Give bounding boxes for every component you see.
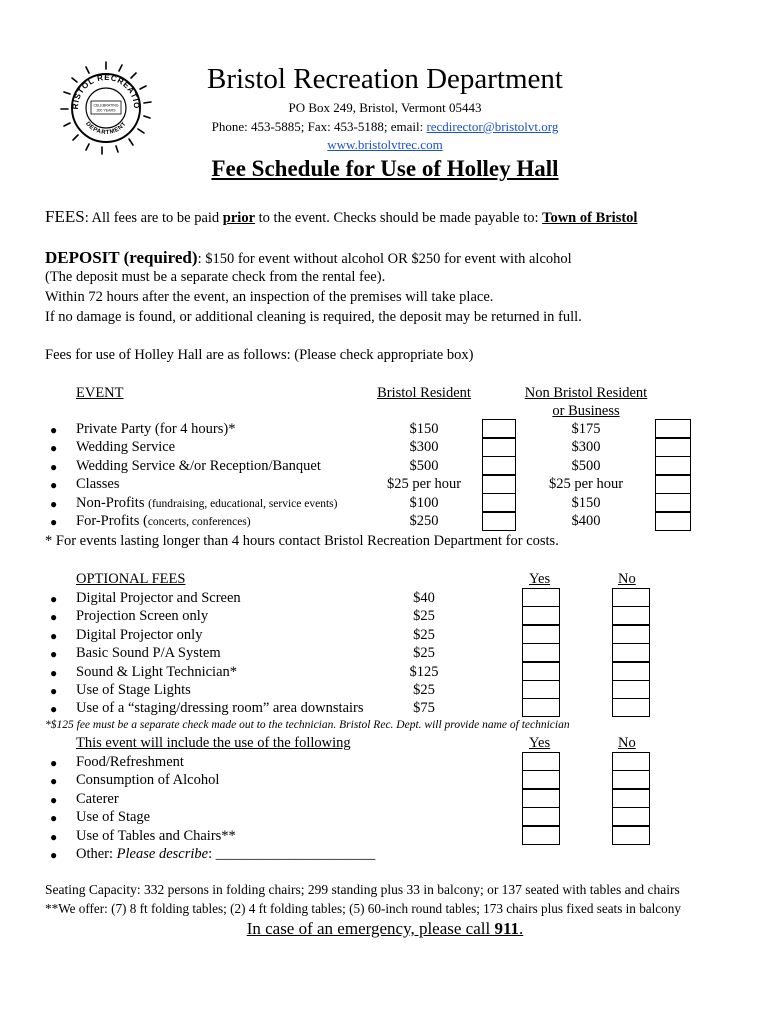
include-item-name: Consumption of Alcohol [76, 772, 220, 788]
nonresident-checkbox[interactable] [655, 438, 691, 457]
optional-no-checkbox[interactable] [612, 662, 650, 681]
event-name [76, 421, 235, 438]
other-prompt: Please describe [116, 846, 209, 862]
include-item-name: Food/Refreshment [76, 754, 184, 770]
we-offer: **We offer: (7) 8 ft folding tables; (2) 4 ft folding tables; (5) 60-inch round tables; 173 chairs plus fixed seats in balcony [45, 901, 681, 916]
nonresident-price: $175 [571, 421, 601, 437]
optional-fee-price: $25 [413, 645, 435, 661]
event-name [76, 439, 175, 456]
svg-text:CELEBRATING: CELEBRATING [93, 103, 119, 108]
col-resident: Bristol Resident [377, 385, 471, 401]
deposit-line-3: If no damage is found, or additional cleaning is required, the deposit may be returned in full. [45, 309, 582, 325]
bullet: ● [50, 460, 58, 474]
optional-fee-price: $125 [409, 664, 439, 680]
emergency-line [0, 918, 770, 939]
optional-fees-header: OPTIONAL FEES [76, 571, 186, 587]
other-label: Other: [76, 846, 117, 862]
resident-checkbox[interactable] [482, 493, 516, 512]
page-title: Fee Schedule for Use of Holley Hall [211, 156, 559, 181]
nonresident-checkbox[interactable] [655, 512, 691, 531]
deposit-text: : $150 for event without alcohol OR $250 for event with alcohol [197, 251, 572, 267]
optional-fee-name: Projection Screen only [76, 608, 209, 624]
deposit-line-2: Within 72 hours after the event, an inspection of the premises will take place. [45, 289, 494, 305]
contact-line [0, 119, 770, 135]
website-line [0, 137, 770, 153]
emergency-text: In case of an emergency, please call [246, 919, 495, 938]
optional-fee-name: Digital Projector and Screen [76, 590, 241, 606]
event-name-text: Wedding Service [76, 439, 176, 455]
resident-checkbox[interactable] [482, 512, 516, 531]
event-name [76, 476, 120, 493]
bullet: ● [50, 666, 58, 680]
resident-price: $150 [409, 421, 439, 437]
bullet: ● [50, 830, 58, 844]
deposit-label: DEPOSIT (required) [45, 248, 198, 267]
optional-yes-checkbox[interactable] [522, 698, 560, 717]
nonresident-checkbox[interactable] [655, 419, 691, 438]
fees-payee: Town of Bristol [542, 210, 638, 226]
seating-capacity: Seating Capacity: 332 persons in folding chairs; 299 standing plus 33 in balcony; or 137 seated with tables and chairs [45, 882, 680, 897]
event-footnote: * For events lasting longer than 4 hours contact Bristol Recreation Department for costs. [45, 533, 559, 549]
nonresident-price: $400 [571, 513, 601, 529]
resident-price: $250 [409, 513, 439, 529]
includes-header: This event will include the use of the following [76, 735, 351, 751]
optional-no-checkbox[interactable] [612, 680, 650, 699]
includes-yes-header: Yes [529, 735, 551, 751]
includes-no-header: No [618, 735, 636, 751]
other-describe-field[interactable]: ______________________ [215, 846, 376, 862]
optional-no-checkbox[interactable] [612, 606, 650, 625]
include-yes-checkbox[interactable] [522, 807, 560, 826]
deposit-line-1: (The deposit must be a separate check from the rental fee). [45, 269, 386, 285]
optional-fee-price: $25 [413, 608, 435, 624]
event-name-text: Wedding Service &/or Reception/Banquet [76, 458, 321, 474]
other-colon: : [208, 846, 216, 862]
nonresident-checkbox[interactable] [655, 475, 691, 494]
optional-no-checkbox[interactable] [612, 625, 650, 644]
bullet: ● [50, 774, 58, 788]
include-no-checkbox[interactable] [612, 826, 650, 845]
optional-yes-checkbox[interactable] [522, 643, 560, 662]
bullet: ● [50, 811, 58, 825]
optional-fee-price: $25 [413, 627, 435, 643]
fees-prior: prior [222, 210, 256, 226]
emergency-number: 911 [494, 919, 520, 938]
bullet: ● [50, 515, 58, 529]
optional-fee-name: Basic Sound P/A System [76, 645, 221, 661]
include-no-checkbox[interactable] [612, 752, 650, 771]
bullet: ● [50, 610, 58, 624]
svg-text:200 YEARS: 200 YEARS [96, 108, 116, 113]
include-item-name: Caterer [76, 791, 119, 807]
fees-text-a: : All fees are to be paid [84, 210, 223, 226]
optional-yes-checkbox[interactable] [522, 662, 560, 681]
deposit-line [45, 249, 572, 268]
event-detail: concerts, conferences) [147, 516, 251, 528]
bullet: ● [50, 497, 58, 511]
optional-fee-price: $25 [413, 682, 435, 698]
bullet: ● [50, 684, 58, 698]
email-link[interactable]: recdirector@bristolvt.org [426, 119, 559, 134]
optional-fee-price: $40 [413, 590, 435, 606]
nonresident-price: $300 [571, 439, 601, 455]
bullet: ● [50, 756, 58, 770]
bullet: ● [50, 793, 58, 807]
include-no-checkbox[interactable] [612, 770, 650, 789]
resident-checkbox[interactable] [482, 438, 516, 457]
event-name-text: Private Party (for 4 hours)* [76, 421, 236, 437]
optional-yes-checkbox[interactable] [522, 625, 560, 644]
optional-yes-checkbox[interactable] [522, 680, 560, 699]
bullet: ● [50, 592, 58, 606]
include-no-checkbox[interactable] [612, 789, 650, 808]
col-event: EVENT [76, 385, 124, 401]
include-yes-checkbox[interactable] [522, 789, 560, 808]
include-no-checkbox[interactable] [612, 807, 650, 826]
event-name [76, 495, 337, 513]
fees-label: FEES [45, 207, 85, 226]
nonresident-price: $150 [571, 495, 601, 511]
nonresident-checkbox[interactable] [655, 456, 691, 475]
nonresident-price: $500 [571, 458, 601, 474]
optional-fee-name: Use of Stage Lights [76, 682, 191, 698]
other-line [76, 846, 375, 863]
optional-yes-checkbox[interactable] [522, 606, 560, 625]
bullet: ● [50, 441, 58, 455]
event-name [76, 458, 321, 475]
bullet: ● [50, 647, 58, 661]
resident-checkbox[interactable] [482, 419, 516, 438]
col-nonresident-2: or Business [552, 403, 620, 419]
event-name-text: For-Profits ( [76, 513, 148, 529]
include-yes-checkbox[interactable] [522, 752, 560, 771]
optional-yes-checkbox[interactable] [522, 588, 560, 607]
include-item-name: Use of Tables and Chairs** [76, 828, 236, 844]
optional-fee-name: Sound & Light Technician* [76, 664, 238, 680]
nonresident-price: $25 per hour [548, 476, 624, 492]
optional-yes-header: Yes [529, 571, 551, 587]
emergency-end: . [519, 919, 524, 938]
fees-intro: Fees for use of Holley Hall are as follows: (Please check appropriate box) [45, 347, 474, 363]
include-yes-checkbox[interactable] [522, 770, 560, 789]
resident-price: $100 [409, 495, 439, 511]
nonresident-checkbox[interactable] [655, 493, 691, 512]
optional-no-checkbox[interactable] [612, 643, 650, 662]
optional-fee-name: Use of a “staging/dressing room” area downstairs [76, 700, 364, 716]
fees-text-b: to the event. Checks should be made payable to: [255, 210, 543, 226]
include-item-name: Use of Stage [76, 809, 151, 825]
bullet: ● [50, 848, 58, 862]
org-name: Bristol Recreation Department [207, 63, 563, 95]
website-link[interactable]: www.bristolvtrec.com [327, 137, 443, 152]
include-yes-checkbox[interactable] [522, 826, 560, 845]
optional-no-header: No [618, 571, 636, 587]
resident-checkbox[interactable] [482, 456, 516, 475]
event-detail: (fundraising, educational, service events) [148, 498, 338, 510]
optional-fee-name: Digital Projector only [76, 627, 203, 643]
resident-checkbox[interactable] [482, 475, 516, 494]
event-name-text: Non-Profits [76, 495, 149, 511]
bullet: ● [50, 702, 58, 716]
bullet: ● [50, 423, 58, 437]
logo-ring-top: RISTOL RECREATIO [70, 72, 142, 110]
resident-price: $500 [409, 458, 439, 474]
contact-phone-fax: Phone: 453-5885; Fax: 453-5188; email: [211, 119, 427, 134]
logo-ring-bottom: DEPARTMENT [84, 120, 128, 137]
optional-no-checkbox[interactable] [612, 698, 650, 717]
event-name [76, 513, 251, 531]
bullet: ● [50, 478, 58, 492]
col-nonresident: Non Bristol Resident [524, 385, 648, 401]
optional-footnote: *$125 fee must be a separate check made out to the technician. Bristol Rec. Dept. will provide name of technician [45, 719, 570, 731]
optional-no-checkbox[interactable] [612, 588, 650, 607]
address: PO Box 249, Bristol, Vermont 05443 [288, 100, 482, 115]
resident-price: $300 [409, 439, 439, 455]
resident-price: $25 per hour [386, 476, 462, 492]
event-name-text: Classes [76, 476, 120, 492]
bullet: ● [50, 629, 58, 643]
fees-line [45, 208, 637, 227]
optional-fee-price: $75 [413, 700, 435, 716]
